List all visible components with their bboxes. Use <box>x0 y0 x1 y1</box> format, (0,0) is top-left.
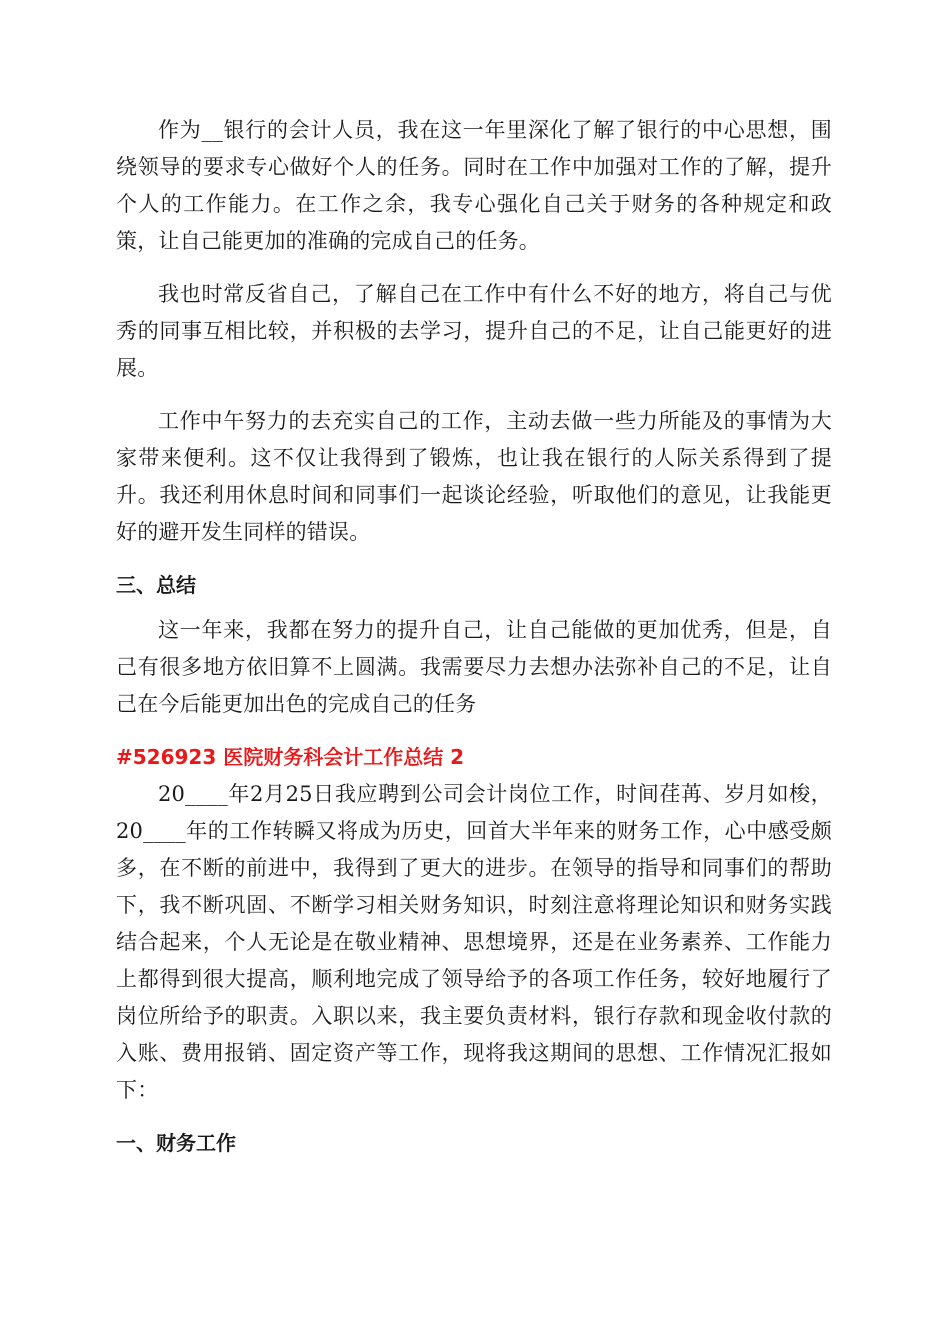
heading-summary: 三、总结 <box>116 573 196 597</box>
heading-hospital-report-title: #526923 医院财务科会计工作总结 2 <box>116 745 465 769</box>
paragraph-summary: 这一年来，我都在努力的提升自己，让自己能做的更加优秀，但是，自己有很多地方依旧算不上圆满。我需要尽力去想办法弥补自己的不足，让自己在今后能更加出色的完成自己的任务 <box>116 618 832 716</box>
paragraph-self-reflection: 我也时常反省自己，了解自己在工作中有什么不好的地方，将自己与优秀的同事互相比较，并积极的去学习，提升自己的不足，让自己能更好的进展。 <box>116 282 832 380</box>
document-page <box>116 112 832 1162</box>
paragraph-work-effort: 工作中午努力的去充实自己的工作，主动去做一些力所能及的事情为大家带来便利。这不仅让我得到了锻炼，也让我在银行的人际关系得到了提升。我还利用休息时间和同事们一起谈论经验，听取他们的意见，让我能更好的避开发生同样的错误。 <box>116 409 832 544</box>
paragraph-bank-accountant: 作为__银行的会计人员，我在这一年里深化了解了银行的中心思想，围绕领导的要求专心做好个人的任务。同时在工作中加强对工作的了解，提升个人的工作能力。在工作之余，我专心强化自己关于财务的各种规定和政策，让自己能更加的准确的完成自己的任务。 <box>116 118 832 253</box>
paragraph-hospital-intro: 20____年2月25日我应聘到公司会计岗位工作，时间荏苒、岁月如梭，20____年的工作转瞬又将成为历史，回首大半年来的财务工作，心中感受颇多，在不断的前进中，我得到了更大的进步。在领导的指导和同事们的帮助下，我不断巩固、不断学习相关财务知识，时刻注意将理论知识和财务实践结合起来，个人无论是在敬业精神、思想境界，还是在业务素养、工作能力上都得到很大提高，顺利地完成了领导给予的各项工作任务，较好地履行了岗位所给予的职责。入职以来，我主要负责材料，银行存款和现金收付款的入账、费用报销、固定资产等工作，现将我这期间的思想、工作情况汇报如下： <box>116 782 832 1102</box>
heading-finance-work: 一、财务工作 <box>116 1131 236 1155</box>
